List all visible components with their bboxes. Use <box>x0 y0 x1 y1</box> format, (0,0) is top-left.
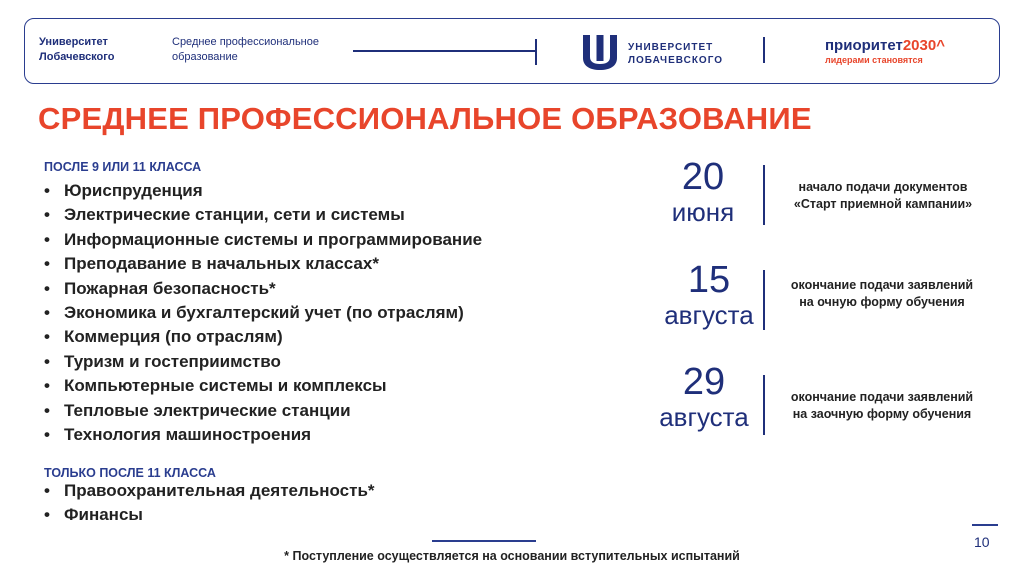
university-line-2: Лобачевского <box>39 51 115 63</box>
logo-line-2: ЛОБАЧЕВСКОГО <box>628 55 724 66</box>
header-divider-right <box>763 37 765 63</box>
program-name: Компьютерные системы и комплексы <box>64 376 387 396</box>
date-desc-line-1: начало подачи документов <box>798 180 968 194</box>
program-list-item <box>44 503 375 527</box>
footnote: * Поступление осуществляется на основании вступительных испытаний <box>284 549 740 563</box>
header-divider-left <box>535 39 537 65</box>
bullet-icon: • <box>44 229 50 249</box>
university-logo-text <box>628 41 723 67</box>
date-description-1 <box>770 179 996 213</box>
section-line-1: Среднее профессиональное <box>172 36 319 48</box>
date-desc-line-2: «Старт приемной кампании» <box>793 197 973 211</box>
bullet-icon: • <box>44 481 50 500</box>
priority-word: приоритет <box>825 37 903 54</box>
date-block-1 <box>648 157 758 227</box>
program-list-item <box>44 203 482 227</box>
program-list-item <box>44 179 482 203</box>
program-name: Юриспруденция <box>64 181 203 200</box>
date-day: 15 <box>687 259 731 301</box>
date-desc-line-1: окончание подачи заявлений <box>790 390 974 404</box>
bullet-icon: • <box>44 254 50 274</box>
program-list-item <box>44 479 375 503</box>
date-description-2 <box>768 277 996 311</box>
program-list-item <box>44 325 482 349</box>
page-number: 10 <box>974 534 990 550</box>
program-list-item <box>44 350 482 374</box>
program-list-item <box>44 423 482 447</box>
program-list-item <box>44 374 482 398</box>
program-name: Электрические станции, сети и системы <box>64 205 405 225</box>
university-logo-icon <box>581 33 619 71</box>
priority-year: 2030 <box>902 37 937 54</box>
header-divider-line <box>353 50 537 52</box>
bullet-icon: • <box>44 505 50 525</box>
group-label-11: ТОЛЬКО ПОСЛЕ 11 КЛАССА <box>44 466 216 480</box>
program-list-item <box>44 277 482 301</box>
page-number-divider <box>972 524 998 526</box>
logo-line-1: УНИВЕРСИТЕТ <box>628 42 714 53</box>
priority-mark: ^ <box>936 37 945 54</box>
program-name: Тепловые электрические станции <box>64 400 351 420</box>
date-divider-2 <box>763 270 765 330</box>
program-name: Правоохранительная деятельность* <box>64 481 375 500</box>
program-name: Финансы <box>64 505 143 525</box>
bullet-icon: • <box>44 302 50 322</box>
date-divider-1 <box>763 165 765 225</box>
priority-logo <box>825 37 945 54</box>
section-line-2: образование <box>172 51 238 63</box>
program-name: Преподавание в начальных классах* <box>64 254 379 274</box>
header-university-name <box>39 35 114 65</box>
date-day: 29 <box>682 361 726 403</box>
date-desc-line-2: на заочную форму обучения <box>792 407 972 421</box>
bullet-icon: • <box>44 327 50 347</box>
program-list-item <box>44 228 482 252</box>
program-name: Технология машиностроения <box>64 424 312 444</box>
header-section-name <box>172 35 319 65</box>
date-month: августа <box>659 402 749 432</box>
program-list-item <box>44 399 482 423</box>
date-desc-line-1: окончание подачи заявлений <box>790 278 974 292</box>
date-desc-line-2: на очную форму обучения <box>799 295 965 309</box>
date-month: августа <box>664 300 754 330</box>
date-block-3 <box>646 362 762 432</box>
program-list-9-11 <box>44 179 482 447</box>
bullet-icon: • <box>44 400 50 420</box>
date-description-3 <box>768 389 996 423</box>
bullet-icon: • <box>44 424 50 444</box>
bullet-icon: • <box>44 351 50 371</box>
priority-slogan: лидерами становятся <box>825 55 923 65</box>
date-block-2 <box>648 260 770 330</box>
program-name: Пожарная безопасность* <box>64 278 276 298</box>
date-month: июня <box>671 197 735 227</box>
bullet-icon: • <box>44 376 50 396</box>
header-bar <box>24 18 1000 84</box>
program-name: Информационные системы и программирование <box>64 229 483 249</box>
program-list-11 <box>44 479 375 528</box>
footnote-divider <box>432 540 536 542</box>
group-label-9-11: ПОСЛЕ 9 ИЛИ 11 КЛАССА <box>44 160 202 174</box>
program-name: Коммерция (по отраслям) <box>64 327 283 347</box>
program-name: Туризм и гостеприимство <box>64 351 281 371</box>
date-day: 20 <box>681 156 725 198</box>
page-title: СРЕДНЕЕ ПРОФЕССИОНАЛЬНОЕ ОБРАЗОВАНИЕ <box>38 101 812 136</box>
bullet-icon: • <box>44 181 50 200</box>
program-list-item <box>44 301 482 325</box>
program-list-item <box>44 252 482 276</box>
bullet-icon: • <box>44 278 50 298</box>
program-name: Экономика и бухгалтерский учет (по отраслям) <box>64 302 464 322</box>
bullet-icon: • <box>44 205 50 225</box>
date-divider-3 <box>763 375 765 435</box>
university-line-1: Университет <box>39 36 108 48</box>
